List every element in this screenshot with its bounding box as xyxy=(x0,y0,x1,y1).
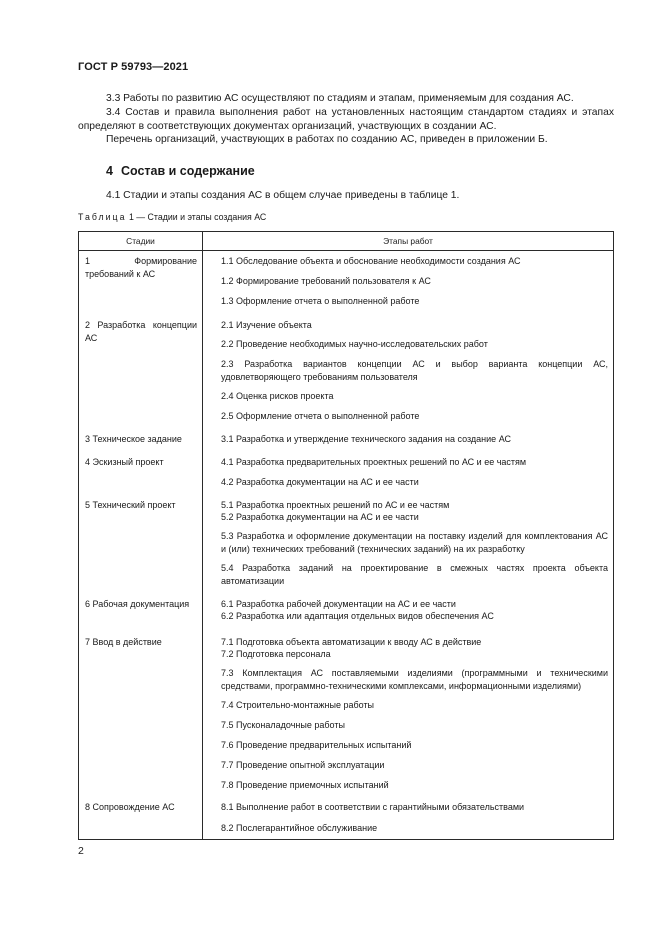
work-7-2: 7.2 Подготовка персонала xyxy=(221,649,331,659)
stage-6: 6 Рабочая документация xyxy=(85,599,190,609)
work-7-1: 7.1 Подготовка объекта автоматизации к вводу АС в действие xyxy=(221,637,482,647)
stage-4: 4 Эскизный проект xyxy=(85,457,164,467)
work-2-1: 2.1 Изучение объекта xyxy=(221,320,312,330)
work-2-4: 2.4 Оценка рисков проекта xyxy=(221,391,334,401)
work-7-7: 7.7 Проведение опытной эксплуатации xyxy=(221,760,385,770)
column-header-stages: Стадии xyxy=(126,236,155,246)
work-2-2: 2.2 Проведение необходимых научно-исследовательских работ xyxy=(221,339,488,349)
stages-table xyxy=(78,231,614,840)
table-caption-text: 1 — Стадии и этапы создания АС xyxy=(128,212,267,222)
work-7-4: 7.4 Строительно-монтажные работы xyxy=(221,700,375,710)
work-1-1: 1.1 Обследование объекта и обоснование необходимости создания АС xyxy=(221,256,521,266)
stage-5: 5 Технический проект xyxy=(85,500,176,510)
stage-7: 7 Ввод в действие xyxy=(85,637,162,647)
stage-3: 3 Техническое задание xyxy=(85,434,182,444)
table-column-divider xyxy=(202,232,203,839)
work-7-5: 7.5 Пусконаладочные работы xyxy=(221,720,345,730)
work-1-3: 1.3 Оформление отчета о выполненной работе xyxy=(221,296,420,306)
paragraph-3-3: 3.3 Работы по развитию АС осуществляют по стадиям и этапам, применяемым для создания АС. xyxy=(106,93,574,104)
work-3-1: 3.1 Разработка и утверждение технического задания на создание АС xyxy=(221,434,511,444)
work-5-1: 5.1 Разработка проектных решений по АС и ее частям xyxy=(221,500,450,510)
section-number: 4 xyxy=(106,164,113,178)
work-8-2: 8.2 Послегарантийное обслуживание xyxy=(221,823,378,833)
column-header-works: Этапы работ xyxy=(383,236,433,246)
work-6-1: 6.1 Разработка рабочей документации на АС и ее части xyxy=(221,599,456,609)
table-caption-word: Таблица xyxy=(78,212,127,222)
work-7-8: 7.8 Проведение приемочных испытаний xyxy=(221,780,389,790)
work-5-2: 5.2 Разработка документации на АС и ее части xyxy=(221,512,419,522)
paragraph-organizations: Перечень организаций, участвующих в работах по созданию АС, приведен в приложении Б. xyxy=(106,134,548,145)
stage-8: 8 Сопровождение АС xyxy=(85,802,175,812)
work-2-3: 2.3 Разработка вариантов концепции АС и выбор варианта концепции АС, удовлетворяющего требованиям пользователя xyxy=(221,359,608,382)
section-title: Состав и содержание xyxy=(120,164,255,178)
paragraph-4-1: 4.1 Стадии и этапы создания АС в общем случае приведены в таблице 1. xyxy=(106,190,460,201)
work-7-3: 7.3 Комплектация АС поставляемыми изделиями (программными и техническими средствами, программно-техническими комплексами, информационными изделиями) xyxy=(221,668,608,691)
work-5-3: 5.3 Разработка и оформление документации на поставку изделий для комплектования АС и (или) технических требований (технических заданий) на их разработку xyxy=(221,531,608,554)
paragraph-3-4: 3.4 Состав и правила выполнения работ на установленных настоящим стандартом стадиях и этапах определяют в соответствующих документах организаций, участвующих в создании АС. xyxy=(78,107,614,132)
table-header-divider xyxy=(79,250,613,251)
work-6-2: 6.2 Разработка или адаптация отдельных видов обеспечения АС xyxy=(221,611,494,621)
work-8-1: 8.1 Выполнение работ в соответствии с гарантийными обязательствами xyxy=(221,802,525,812)
stage-2: 2 Разработка концепции АС xyxy=(85,320,197,343)
work-7-6: 7.6 Проведение предварительных испытаний xyxy=(221,740,412,750)
work-5-4: 5.4 Разработка заданий на проектирование в смежных частях проекта объекта автоматизации xyxy=(221,563,608,586)
table-caption xyxy=(78,212,266,222)
page-number: 2 xyxy=(78,845,84,857)
work-4-2: 4.2 Разработка документации на АС и ее части xyxy=(221,477,419,487)
section-heading xyxy=(106,164,255,178)
work-2-5: 2.5 Оформление отчета о выполненной работе xyxy=(221,411,420,421)
work-4-1: 4.1 Разработка предварительных проектных решений по АС и ее частям xyxy=(221,457,527,467)
work-1-2: 1.2 Формирование требований пользователя к АС xyxy=(221,276,431,286)
stage-1: 1 Формирование требований к АС xyxy=(85,256,197,279)
document-header: ГОСТ Р 59793—2021 xyxy=(78,61,189,73)
